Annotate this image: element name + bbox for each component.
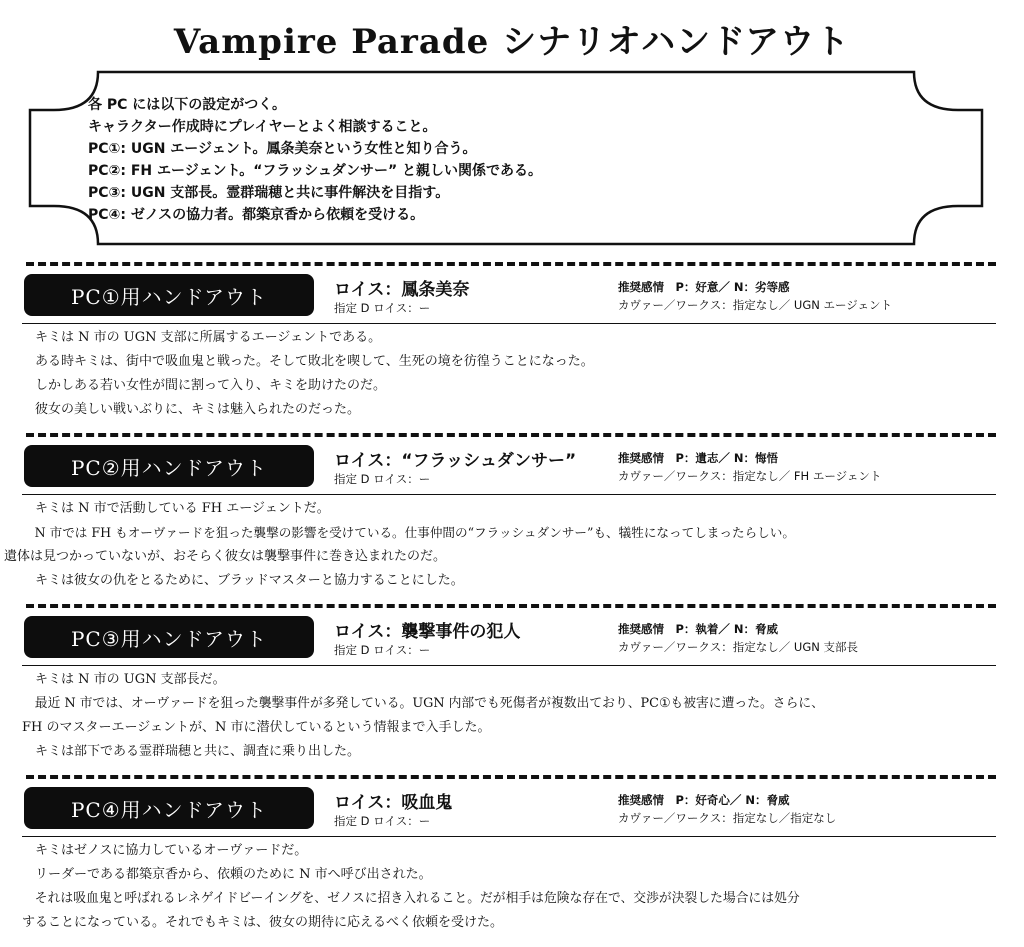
- dashed-divider: [26, 604, 996, 608]
- lois-title: ロイス：吸血鬼: [334, 793, 453, 813]
- designated-lois: 指定 D ロイス：ー: [334, 643, 431, 657]
- handout-body: [4, 497, 1006, 593]
- body-line: キミはゼノスに協力しているオーヴァードだ。: [22, 843, 308, 858]
- body-line: それは吸血鬼と呼ばれるレネゲイドビーイングを、ゼノスに招き入れること。だが相手は危険な存在で、交渉が決裂した場合には処分: [22, 891, 800, 906]
- handout-body: [22, 326, 1006, 422]
- intro-line: PC③: UGN 支部長。霊群瑞穂と共に事件解決を目指す。: [88, 185, 450, 201]
- body-line: リーダーである都築京香から、依頼のために N 市へ呼び出された。: [22, 867, 432, 882]
- handout-label: PC①用ハンドアウト: [24, 274, 314, 316]
- handout-label: PC②用ハンドアウト: [24, 445, 314, 487]
- body-line: 遺体は見つかっていないが、おそらく彼女は襲撃事件に巻き込まれたのだ。: [4, 549, 447, 564]
- body-line: キミは部下である霊群瑞穂と共に、調査に乗り出した。: [22, 744, 361, 759]
- cover-works: カヴァー／ワークス：指定なし／ UGN 支部長: [618, 640, 859, 654]
- body-line: 最近 N 市では、オーヴァードを狙った襲撃事件が多発している。UGN 内部でも死傷者が複数出ており、PC①も被害に遭った。さらに、: [22, 696, 824, 711]
- page-title: Vampire Parade シナリオハンドアウト: [173, 22, 851, 62]
- handout-body: [22, 668, 1006, 764]
- cover-works: カヴァー／ワークス：指定なし／指定なし: [618, 811, 837, 825]
- recommended-emotion: 推奨感情 P：遺志／ N：悔悟: [618, 451, 779, 465]
- dashed-divider: [26, 262, 996, 266]
- body-line: キミは彼女の仇をとるために、ブラッドマスターと協力することにした。: [22, 573, 464, 588]
- handout-label: PC④用ハンドアウト: [24, 787, 314, 829]
- lois-title: ロイス：襲撃事件の犯人: [334, 622, 521, 642]
- intro-line: キャラクター作成時にプレイヤーとよく相談すること。: [88, 119, 437, 135]
- section-rule: [22, 836, 996, 837]
- dashed-divider: [26, 775, 996, 779]
- body-line: キミは N 市の UGN 支部長だ。: [22, 672, 226, 687]
- cover-works: カヴァー／ワークス：指定なし／ FH エージェント: [618, 469, 882, 483]
- body-line: FH のマスターエージェントが、N 市に潜伏しているという情報まで入手した。: [22, 720, 491, 735]
- intro-line: PC④: ゼノスの協力者。都築京香から依頼を受ける。: [88, 207, 425, 223]
- intro-line: 各 PC には以下の設定がつく。: [88, 97, 287, 113]
- cover-works: カヴァー／ワークス：指定なし／ UGN エージェント: [618, 298, 893, 312]
- intro-line: PC②: FH エージェント。“フラッシュダンサー” と親しい関係である。: [88, 163, 543, 179]
- body-line: キミは N 市で活動している FH エージェントだ。: [22, 501, 330, 516]
- section-rule: [22, 665, 996, 666]
- body-line: 彼女の美しい戦いぶりに、キミは魅入られたのだった。: [22, 402, 361, 417]
- designated-lois: 指定 D ロイス：ー: [334, 814, 431, 828]
- body-line: しかしある若い女性が間に割って入り、キミを助けたのだ。: [22, 378, 387, 393]
- intro-line: PC①: UGN エージェント。鳳条美奈という女性と知り合う。: [88, 141, 477, 157]
- designated-lois: 指定 D ロイス：ー: [334, 472, 431, 486]
- lois-title: ロイス：鳳条美奈: [334, 280, 470, 300]
- section-rule: [22, 323, 996, 324]
- handout-label: PC③用ハンドアウト: [24, 616, 314, 658]
- recommended-emotion: 推奨感情 P：好奇心／ N：脅威: [618, 793, 790, 807]
- body-line: キミは N 市の UGN 支部に所属するエージェントである。: [22, 330, 382, 345]
- body-line: N 市では FH もオーヴァードを狙った襲撃の影響を受けている。仕事仲間の“フラッシュダンサー”も、犠牲になってしまったらしい。: [22, 525, 795, 540]
- intro-text: [88, 94, 908, 226]
- body-line: することになっている。それでもキミは、彼女の期待に応えるべく依頼を受けた。: [22, 915, 504, 930]
- recommended-emotion: 推奨感情 P：好意／ N：劣等感: [618, 280, 790, 294]
- dashed-divider: [26, 433, 996, 437]
- handout-body: [22, 839, 1006, 935]
- designated-lois: 指定 D ロイス：ー: [334, 301, 431, 315]
- section-rule: [22, 494, 996, 495]
- recommended-emotion: 推奨感情 P：執着／ N：脅威: [618, 622, 779, 636]
- lois-title: ロイス：“フラッシュダンサー”: [334, 451, 577, 471]
- body-line: ある時キミは、街中で吸血鬼と戦った。そして敗北を喫して、生死の境を彷徨うことになった。: [22, 354, 594, 369]
